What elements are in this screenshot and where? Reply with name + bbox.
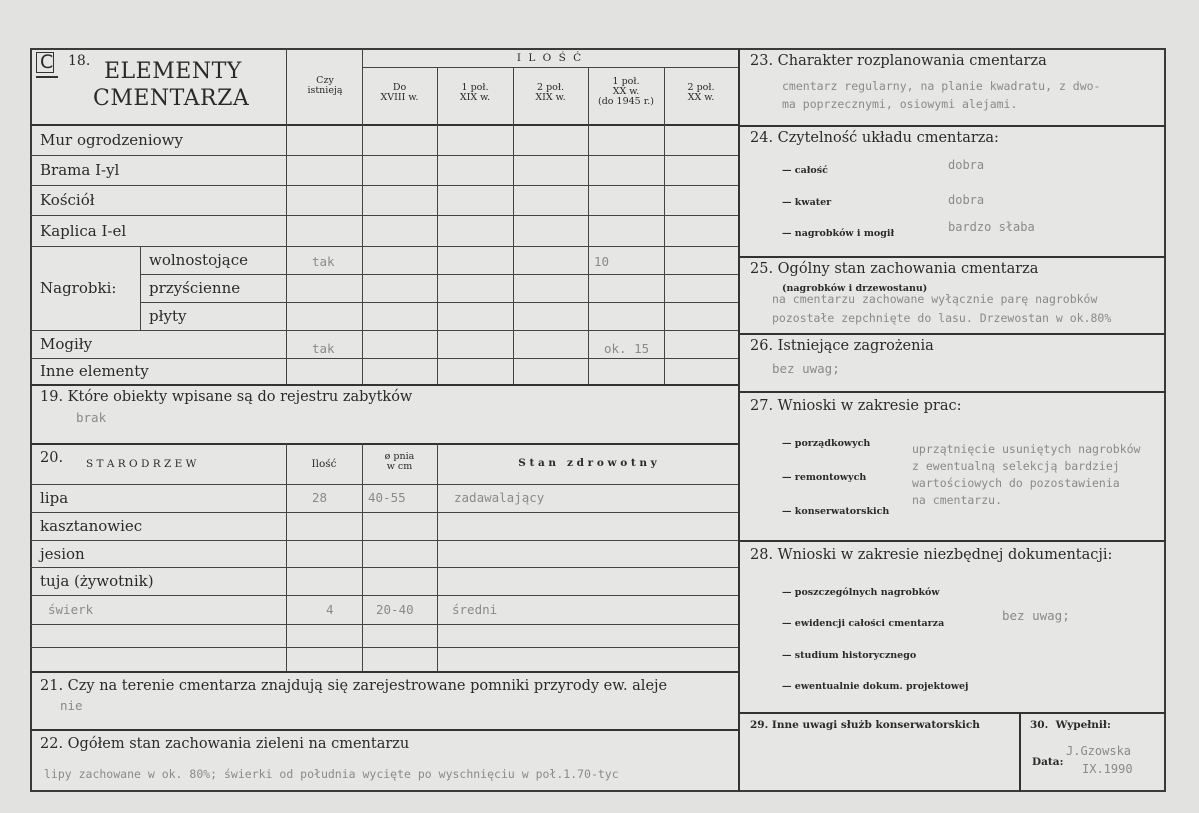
section-21-label: 21. Czy na terenie cmentarza znajdują się zarejestrowane pomniki przyrody ew. aleje [40,678,668,694]
col-xix-2: 2 poł. XIX w. [535,82,566,103]
section-24-calosc: — całość [782,165,828,176]
row-brama: Brama I-yl [40,161,120,179]
tree-qty: 28 [312,490,328,505]
row-kaplica: Kaplica I-el [40,222,127,240]
section-28-d: — ewentualnie dokum. projektowej [782,681,969,692]
card-letter: C [40,51,54,73]
row-kosciol: Kościół [40,191,95,209]
value-wolno-xx1: 10 [594,254,610,269]
tree-name: tuja (żywotnik) [40,572,154,590]
section-27-b: — remontowych [782,472,867,483]
section-26-value: bez uwag; [772,361,840,376]
row-mur: Mur ogrodzeniowy [40,131,183,149]
section-28-c: — studium historycznego [782,650,917,661]
section-22-label: 22. Ogółem stan zachowania zieleni na cmentarzu [40,736,410,752]
section-28-a: — poszczególnych nagrobków [782,587,940,598]
row-mogily: Mogiły [40,335,93,353]
value-wolno-exists: tak [312,254,335,269]
col-xx-2: 2 poł. XX w. [687,82,715,103]
section-25-line1: na cmentarzu zachowane wyłącznie parę nagrobków [772,292,1098,306]
col-xx-1: 1 poł. XX w. (do 1945 r.) [598,76,654,107]
section-24-kwater: — kwater [782,197,832,208]
section-29-label: 29. Inne uwagi służb konserwatorskich [750,719,980,731]
col-quantity: I L O Ś Ć [516,52,584,64]
section-28-b: — ewidencji całości cmentarza [782,618,945,629]
section-30-date-label: Data: [1032,756,1064,768]
section-30-label: 30. Wypełnił: [1030,719,1111,731]
section-24-label: 24. Czytelność układu cmentarza: [750,130,999,146]
section-23-label: 23. Charakter rozplanowania cmentarza [750,53,1047,69]
section-27-c: — konserwatorskich [782,506,890,517]
col-tree-diam: ø pnia w cm [384,451,415,472]
section-number: 18. [68,53,91,69]
divider-main [738,48,740,792]
section-30-date: IX.1990 [1082,762,1133,776]
section-24-nagrobkow-value: bardzo słaba [948,220,1035,234]
row-wolnostojace: wolnostojące [149,251,248,269]
value-mogily-exists: tak [312,341,335,356]
col-xix-1: 1 poł. XIX w. [459,82,491,103]
section-27-line1: uprzątnięcie usuniętych nagrobków [912,442,1141,456]
col-tree-health: S t a n z d r o w o t n y [518,457,657,469]
section-25-label: 25. Ogólny stan zachowania cmentarza [750,261,1039,277]
section-27-line4: na cmentarzu. [912,493,1003,507]
tree-health: zadawalający [454,490,545,505]
section-19-value: brak [76,410,107,425]
section-25-sub: (nagrobków i drzewostanu) [782,283,928,294]
section-21-value: nie [60,698,83,713]
section-24-calosc-value: dobra [948,158,985,172]
tree-qty: 4 [326,602,334,617]
tree-health: średni [452,602,498,617]
section-27-label: 27. Wnioski w zakresie prac: [750,398,962,414]
section-24-kwater-value: dobra [948,193,985,207]
section-23-line1: cmentarz regularny, na planie kwadratu, z dwo- [782,79,1101,93]
row-nagrobki: Nagrobki: [40,279,117,297]
tree-diam: 40-55 [368,490,406,505]
section-22-value: lipy zachowane w ok. 80%; świerki od południa wycięte po wyschnięciu w poł.1.70-tyc [44,767,619,781]
section-20-number: 20. [40,450,64,466]
row-przyscienne: przyścienne [149,279,241,297]
col-xviii: Do XVIII w. [380,82,419,103]
value-mogily-xx1: ok. 15 [604,341,650,356]
section-27-line3: wartościowych do pozostawienia [912,476,1120,490]
section-19-label: 19. Które obiekty wpisane są do rejestru zabytków [40,389,413,405]
section-23-line2: ma poprzecznymi, osiowymi alejami. [782,97,1018,111]
tree-name: lipa [40,489,69,507]
tree-name: kasztanowiec [40,517,143,535]
section-20-label: S T A R O D R Z E W [86,458,197,470]
section-26-label: 26. Istniejące zagrożenia [750,338,934,354]
section-27-a: — porządkowych [782,438,871,449]
section-title-2: CMENTARZA [93,86,250,111]
col-exists: Czy istnieją [307,75,343,96]
tree-diam: 20-40 [376,602,414,617]
row-plyty: płyty [149,307,187,325]
row-inne: Inne elementy [40,362,149,380]
section-28-label: 28. Wnioski w zakresie niezbędnej dokumentacji: [750,547,1113,563]
section-title: ELEMENTY [104,59,242,84]
section-25-line2: pozostałe zepchnięte do lasu. Drzewostan w ok.80% [772,311,1112,325]
tree-name: jesion [40,545,85,563]
section-27-line2: z ewentualną selekcją bardziej [912,459,1120,473]
tree-name: świerk [48,602,94,617]
section-30-name: J.Gzowska [1066,744,1132,758]
col-tree-qty: Ilość [311,458,337,470]
section-28-value: bez uwag; [1002,608,1070,623]
section-24-nagrobkow: — nagrobków i mogił [782,228,895,239]
